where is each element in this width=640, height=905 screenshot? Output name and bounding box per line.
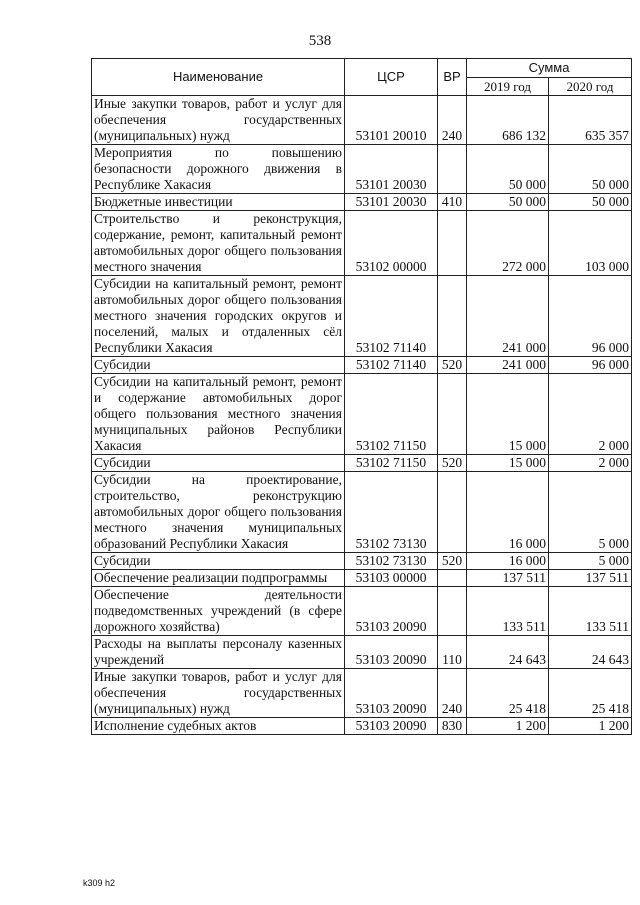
table-row (92, 636, 632, 669)
row-name: Расходы на выплаты персоналу казенных учреждений (92, 636, 345, 669)
row-vr: 520 (438, 455, 467, 472)
row-name: Обеспечение деятельности подведомственных учреждений (в сфере дорожного хозяйства) (92, 587, 345, 636)
table-row (92, 211, 632, 276)
row-sum-2019: 16 000 (467, 472, 549, 553)
table-body (92, 96, 632, 735)
row-csr: 53103 20090 (345, 636, 438, 669)
row-sum-2019: 15 000 (467, 374, 549, 455)
row-sum-2019: 24 643 (467, 636, 549, 669)
row-vr: 410 (438, 194, 467, 211)
row-vr: 240 (438, 96, 467, 145)
row-vr (438, 276, 467, 357)
row-sum-2020: 50 000 (549, 145, 632, 194)
row-name: Субсидии (92, 553, 345, 570)
row-sum-2020: 5 000 (549, 472, 632, 553)
row-name: Субсидии на капитальный ремонт, ремонт автомобильных дорог общего пользования местного значения городских округов и поселений, малых и отдаленных сёл Республики Хакасия (92, 276, 345, 357)
row-csr: 53102 71150 (345, 455, 438, 472)
row-name: Субсидии (92, 455, 345, 472)
row-sum-2019: 50 000 (467, 145, 549, 194)
header-row (92, 59, 632, 78)
table-row (92, 718, 632, 735)
row-csr: 53101 20030 (345, 145, 438, 194)
row-sum-2019: 137 511 (467, 570, 549, 587)
row-sum-2020: 5 000 (549, 553, 632, 570)
row-sum-2019: 241 000 (467, 276, 549, 357)
row-sum-2020: 635 357 (549, 96, 632, 145)
table-row (92, 96, 632, 145)
row-name: Мероприятия по повышению безопасности дорожного движения в Республике Хакасия (92, 145, 345, 194)
row-sum-2019: 15 000 (467, 455, 549, 472)
table-row (92, 357, 632, 374)
header-year-2020: 2020 год (549, 78, 632, 96)
table-row (92, 374, 632, 455)
header-csr: ЦСР (345, 59, 438, 96)
row-csr: 53103 20090 (345, 669, 438, 718)
row-csr: 53101 20010 (345, 96, 438, 145)
footer-code: k309 h2 (83, 878, 116, 888)
row-sum-2020: 50 000 (549, 194, 632, 211)
row-csr: 53102 73130 (345, 553, 438, 570)
row-sum-2019: 272 000 (467, 211, 549, 276)
row-name: Обеспечение реализации подпрограммы (92, 570, 345, 587)
page-number: 538 (308, 33, 332, 49)
row-vr: 830 (438, 718, 467, 735)
row-name: Бюджетные инвестиции (92, 194, 345, 211)
row-csr: 53103 20090 (345, 718, 438, 735)
table-row (92, 553, 632, 570)
budget-table (91, 58, 632, 735)
row-name: Иные закупки товаров, работ и услуг для обеспечения государственных (муниципальных) нужд (92, 669, 345, 718)
table-row (92, 145, 632, 194)
header-vr: ВР (438, 59, 467, 96)
table-row (92, 587, 632, 636)
row-vr (438, 570, 467, 587)
row-vr (438, 472, 467, 553)
row-csr: 53103 20090 (345, 587, 438, 636)
row-sum-2020: 2 000 (549, 455, 632, 472)
row-csr: 53102 71150 (345, 374, 438, 455)
row-sum-2020: 1 200 (549, 718, 632, 735)
row-vr: 520 (438, 357, 467, 374)
row-sum-2019: 241 000 (467, 357, 549, 374)
row-vr (438, 587, 467, 636)
row-name: Субсидии на капитальный ремонт, ремонт и содержание автомобильных дорог общего пользования местного значения муниципальных районов Республики Хакасия (92, 374, 345, 455)
row-sum-2020: 2 000 (549, 374, 632, 455)
row-name: Иные закупки товаров, работ и услуг для обеспечения государственных (муниципальных) нужд (92, 96, 345, 145)
row-sum-2019: 1 200 (467, 718, 549, 735)
row-csr: 53102 71140 (345, 276, 438, 357)
row-vr: 520 (438, 553, 467, 570)
row-name: Субсидии на проектирование, строительство, реконструкцию автомобильных дорог общего пользования местного значения муниципальных образований Республики Хакасия (92, 472, 345, 553)
table-row (92, 570, 632, 587)
row-vr (438, 145, 467, 194)
row-vr (438, 374, 467, 455)
row-sum-2019: 686 132 (467, 96, 549, 145)
row-csr: 53103 00000 (345, 570, 438, 587)
header-name: Наименование (92, 59, 345, 96)
row-sum-2020: 137 511 (549, 570, 632, 587)
table-row (92, 455, 632, 472)
row-sum-2020: 96 000 (549, 357, 632, 374)
header-sum: Сумма (467, 59, 632, 78)
row-vr: 240 (438, 669, 467, 718)
row-sum-2019: 133 511 (467, 587, 549, 636)
row-name: Строительство и реконструкция, содержание, ремонт, капитальный ремонт автомобильных дорог общего пользования местного значения (92, 211, 345, 276)
row-vr (438, 211, 467, 276)
row-sum-2019: 50 000 (467, 194, 549, 211)
table-row (92, 276, 632, 357)
row-csr: 53102 00000 (345, 211, 438, 276)
row-sum-2020: 25 418 (549, 669, 632, 718)
row-csr: 53101 20030 (345, 194, 438, 211)
row-sum-2020: 103 000 (549, 211, 632, 276)
table-row (92, 669, 632, 718)
row-name: Исполнение судебных актов (92, 718, 345, 735)
row-csr: 53102 71140 (345, 357, 438, 374)
row-sum-2019: 16 000 (467, 553, 549, 570)
table-row (92, 194, 632, 211)
row-sum-2020: 96 000 (549, 276, 632, 357)
row-csr: 53102 73130 (345, 472, 438, 553)
row-sum-2019: 25 418 (467, 669, 549, 718)
row-sum-2020: 24 643 (549, 636, 632, 669)
row-vr: 110 (438, 636, 467, 669)
row-name: Субсидии (92, 357, 345, 374)
table-row (92, 472, 632, 553)
row-sum-2020: 133 511 (549, 587, 632, 636)
header-year-2019: 2019 год (467, 78, 549, 96)
